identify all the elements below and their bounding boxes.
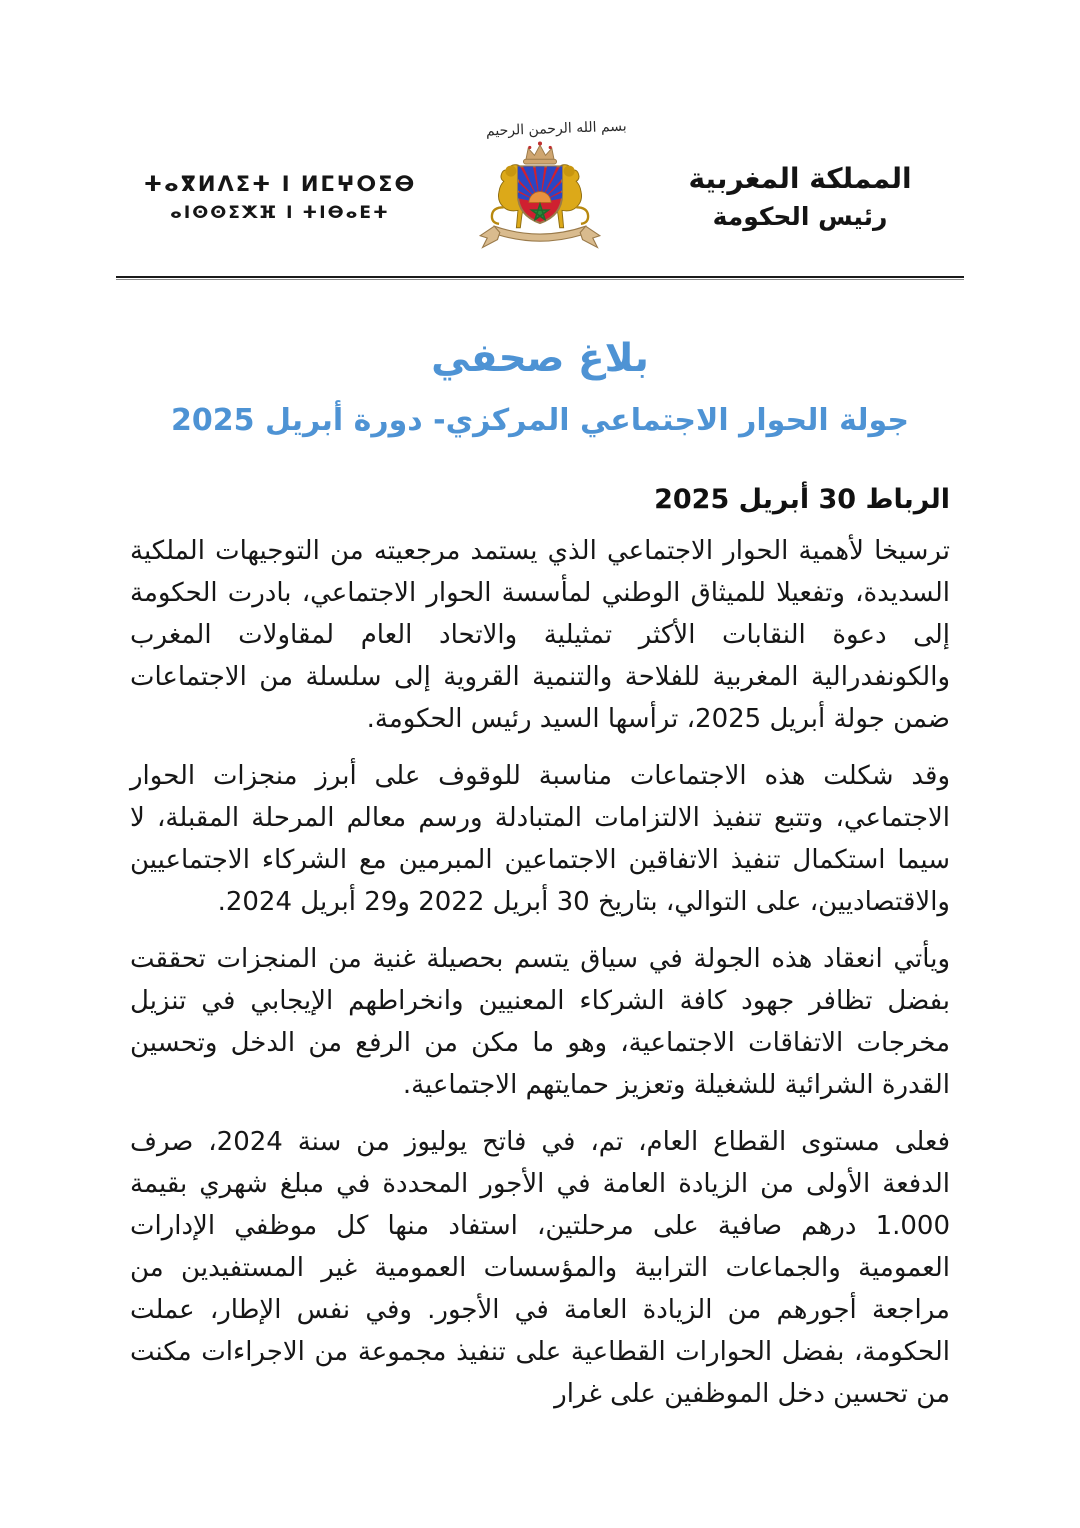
morocco-coat-of-arms-icon <box>451 138 629 264</box>
press-release-body <box>130 484 950 1415</box>
ribbon <box>480 226 600 247</box>
paragraph: ترسيخا لأهمية الحوار الاجتماعي الذي يستمد مرجعيته من التوجيهات الملكية السديدة، وتفعيلا للميثاق الوطني لمأسسة الحوار الاجتماعي، بادرت الحكومة إلى دعوة النقابات الأكثر تمثيلية والاتحاد العام لمقاولات المغرب والكونفدرالية المغربية للفلاحة والتنمية القروية إلى سلسلة من الاجتماعات ضمن جولة أبريل 2025، ترأسها السيد رئيس الحكومة. <box>130 535 950 734</box>
paragraph: فعلى مستوى القطاع العام، تم، في فاتح يوليوز من سنة 2024، صرف الدفعة الأولى من الزيادة العامة في الأجور المحددة في مبلغ شهري بقيمة 1.000 درهم صافية على مرحلتين، استفاد منها كل موظفي الإدارات العمومية والجماعات الترابية والمؤسسات العمومية غير المستفيدين من مراجعة أجورهم من الزيادة العامة في الأجور. وفي نفس الإطار، عملت الحكومة، بفضل الحوارات القطاعية على تنفيذ مجموعة من الاجراءات مكنت من تحسين دخل الموظفين على غرار <box>130 1126 950 1409</box>
press-release-title: بلاغ صحفي <box>431 336 649 381</box>
paragraphs-container <box>130 530 950 1415</box>
press-release-subtitle: جولة الحوار الاجتماعي المركزي- دورة أبريل 2025 <box>171 402 909 438</box>
tifinagh-head-of-government-line: ⴰⵏⵙⵙⵉⵅⴼ ⵏ ⵜⵏⴱⴰⴹⵜ <box>170 203 390 224</box>
kingdom-calligraphy <box>650 159 950 236</box>
paragraph: وقد شكلت هذه الاجتماعات مناسبة للوقوف على أبرز منجزات الحوار الاجتماعي، وتتبع تنفيذ الالتزامات المتبادلة ورسم معالم المرحلة المقبلة، لا سيما استكمال تنفيذ الاتفاقين الاجتماعين المبرمين مع الشركاء الاجتماعيين والاقتصاديين، على التوالي، بتاريخ 30 أبريل 2022 و29 أبريل 2024. <box>130 760 950 917</box>
tifinagh-motto <box>130 168 430 227</box>
tifinagh-kingdom-line: ⵜⴰⴳⵍⴷⵉⵜ ⵏ ⵍⵎⵖⵔⵉⴱ <box>143 171 417 196</box>
emblem-column <box>451 118 629 264</box>
head-of-government-text: رئيس الحكومة <box>712 202 888 232</box>
letterhead <box>130 118 950 268</box>
letterhead-divider <box>116 276 964 280</box>
paragraph: ويأتي انعقاد هذه الجولة في سياق يتسم بحصيلة غنية من المنجزات تحققت بفضل تظافر جهود كافة الشركاء المعنيين وانخراطهم الإيجابي في تنزيل مخرجات الاتفاقات الاجتماعية، وهو ما مكن من الرفع من الدخل وتحسين القدرة الشرائية للشغيلة وتعزيز حمايتهم الاجتماعية. <box>130 943 950 1100</box>
basmala-calligraphy: بسم الله الرحمن الرحيم <box>485 118 627 139</box>
dateline: الرباط 30 أبريل 2025 <box>654 483 950 515</box>
kingdom-of-morocco-text: المملكة المغربية <box>688 161 912 195</box>
